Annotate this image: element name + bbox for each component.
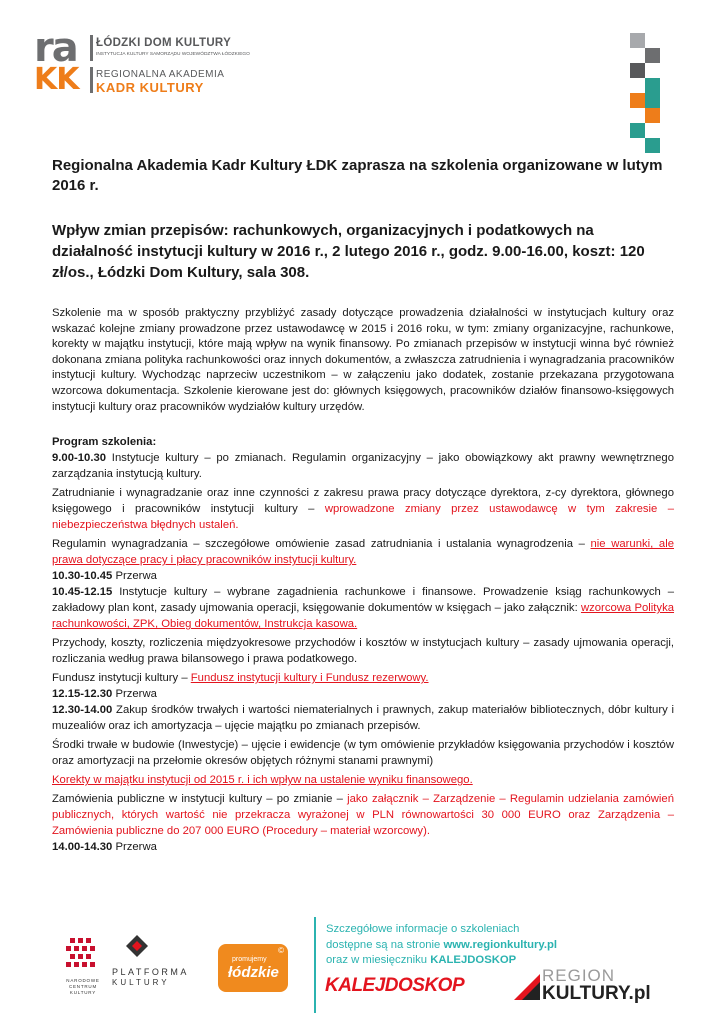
copyright-mark: © [278,946,284,955]
footer-info-line2 [326,938,557,954]
program-block [52,791,674,839]
document-body [52,156,674,855]
footer-info-line1: Szczegółowe informacje o szkoleniach [326,923,520,935]
time-slot: 12.30-14.00 [52,704,113,717]
region-label: REGION [542,966,616,985]
block-text: Zamówienia publiczne w instytucji kultury – po zmianie – [52,793,348,806]
block-text: Zakup środków trwałych i wartości niematerialnych i prawnych, zakup materiałów bibliotecznych, dóbr kultury i muzealiów oraz ich amortyzacja – ujęcie majątku po zmianach przepisów. [52,704,674,733]
program-block [52,536,674,568]
program-block [52,584,674,632]
kultury-label: KULTURY [112,978,170,987]
logo-divider-bottom [90,67,93,93]
program-block [52,670,674,686]
kalejdoskop-logo: KALEJDOSKOP [325,975,465,996]
highlight-text: nie warunki, ale prawa dotyczące pracy i płacy pracowników instytucji kultury. [52,538,674,567]
program-block [52,485,674,533]
program-block [52,702,674,734]
regionkultury-logo [514,964,651,1006]
block-text: Przerwa [112,841,157,854]
logo-ra: ra [34,25,77,71]
logo-akademia: REGIONALNA AKADEMIA [96,69,225,80]
footer-info [326,922,557,969]
lodzkie-label: łódzkie [228,964,279,981]
time-slot: 9.00-10.30 [52,452,107,465]
block-text: Zatrudnianie i wynagradzanie oraz inne czynności z zakresu prawa pracy dotyczące dyrektora, z-cy dyrektora, głównego księgowego i pracowników instytucji kultury – [52,487,674,516]
break-line [52,839,674,855]
diamond-icon [126,935,148,957]
highlight-text: wprowadzone zmiany przez ustawodawcę w tym zakresie – niebezpieczeństwa błędnych ustaleń. [52,503,674,532]
program-title: Program szkolenia: [52,436,157,449]
lodzkie-small-label: promujemy [232,956,267,963]
block-text: Instytucje kultury – po zmianach. Regulamin organizacyjny – jako obowiązkowy akt prawny wewnętrznego zarządzania instytucją kultury. [52,452,674,481]
footer-divider [314,917,316,1013]
time-slot: 10.45-12.15 [52,586,113,599]
kultury-pl-label: KULTURY.pl [542,983,651,1004]
logo-divider-top [90,35,93,61]
nck-logo [66,938,100,996]
program-block [52,772,674,788]
course-title: Wpływ zmian przepisów: rachunkowych, organizacyjnych i podatkowych na działalność instytucji kultury w 2016 r., 2 lutego 2016 r., godz. 9.00-16.00, koszt: 120 zł/os., Łódzki Dom Kultury, sala 308. [52,222,645,281]
nck-icon [66,938,96,970]
logo-kk: KK [34,62,79,97]
time-slot: 14.00-14.30 [52,841,113,854]
highlight-text: Fundusz instytucji kultury i Fundusz rezerwowy. [190,672,429,685]
rakk-logo [34,25,250,97]
logo-ldk-subtitle: INSTYTUCJA KULTURY SAMORZĄDU WOJEWÓDZTWA ŁÓDZKIEGO [96,52,250,57]
course-description: Szkolenie ma w sposób praktyczny przybliżyć zasady dotyczące prowadzenia działalności w instytucjach kultury oraz wskazać kolejne zmiany prowadzone przez ustawodawcę w 2015 i 2016 roku, w tym: zmiany organizacyjne, rachunkowe, korekty w majątku instytucji, które mają wpływ na wynik finansowy. Po zmianach przepisów w instytucji winna być również dokonana zmiana polityka rachunkowości oraz innych dokumentów, a zwłaszcza zatrudnienia i wynagradzania pracowników instytucji kultury. Wychodząc naprzeciw uczestnikom – w załączeniu jako dodatek, zostanie przekazana przygotowana wzorcowa dokumentacja. Szkolenie kierowane jest do: głównych księgowych, pracowników działów finansowo-księgowych instytucji kultury oraz pracowników wydziałów kultury urzędów. [52,307,674,413]
footer-info-text: oraz w miesięczniku [326,954,431,966]
program-block [52,737,674,769]
website-link[interactable]: www.regionkultury.pl [443,938,558,951]
highlight-text: Korekty w majątku instytucji od 2015 r. i ich wpływ na ustalenie wyniku finansowego. [52,774,473,787]
logo-ldk-name: ŁÓDZKI DOM KULTURY [96,37,232,49]
nck-name: NARODOWE CENTRUM KULTURY [66,978,100,995]
block-text: Przychody, koszty, rozliczenia międzyokresowe przychodów i kosztów w instytucjach kultury – zasady ujmowania operacji, rozliczania według prawa bilansowego i prawa podatkowego. [52,637,674,666]
magazine-name: KALEJDOSKOP [430,954,517,966]
block-text: Fundusz instytucji kultury – [52,672,191,685]
program-block [52,635,674,667]
time-slot: 10.30-10.45 [52,570,113,583]
decorative-mosaic [630,33,660,153]
block-text: Instytucje kultury – wybrane zagadnienia rachunkowe i finansowe. Prowadzenie ksiąg rachunkowych – zakładowy plan kont, zasady ujmowania operacji, księgowanie dokumentów w księgach – jako załącznik: [52,586,674,615]
block-text: Regulamin wynagradzania – szczegółowe omówienie zasad zatrudniania i ustalania wynagrodzenia – [52,538,591,551]
block-text: Przerwa [112,570,157,583]
highlight-text: wzorcowa Polityka rachunkowości, ZPK, Obieg dokumentów, Instrukcja kasowa. [52,602,675,631]
block-text: Środki trwałe w budowie (Inwestycje) – ujęcie i ewidencje (w tym omówienie przykładów księgowania przychodów i kosztów oraz amortyzacji na przełomie okresów objętych różnymi stanami prawnymi) [52,739,674,768]
logo-kadr-kultury: KADR KULTURY [96,80,204,95]
footer-info-text: dostępne są na stronie [326,938,444,951]
program-block [52,450,674,482]
region-arrow-icon [514,974,540,1000]
break-line [52,686,674,702]
block-text: Przerwa [112,688,157,701]
promujemy-lodzkie-logo [218,944,288,992]
break-line [52,568,674,584]
highlight-text: jako załącznik – Zarządzenie – Regulamin udzielania zamówień publicznych, których wartość nie przekracza wyrażonej w PLN równowartości 30 000 EURO oraz Zarządzenia – Zamówienia publiczne do 207 000 EURO (Procedury – materiał wzorcowy). [52,793,674,838]
time-slot: 12.15-12.30 [52,688,113,701]
invitation-heading: Regionalna Akademia Kadr Kultury ŁDK zaprasza na szkolenia organizowane w lutym 2016 r. [52,157,663,194]
platforma-label: PLATFORMA [112,967,189,977]
